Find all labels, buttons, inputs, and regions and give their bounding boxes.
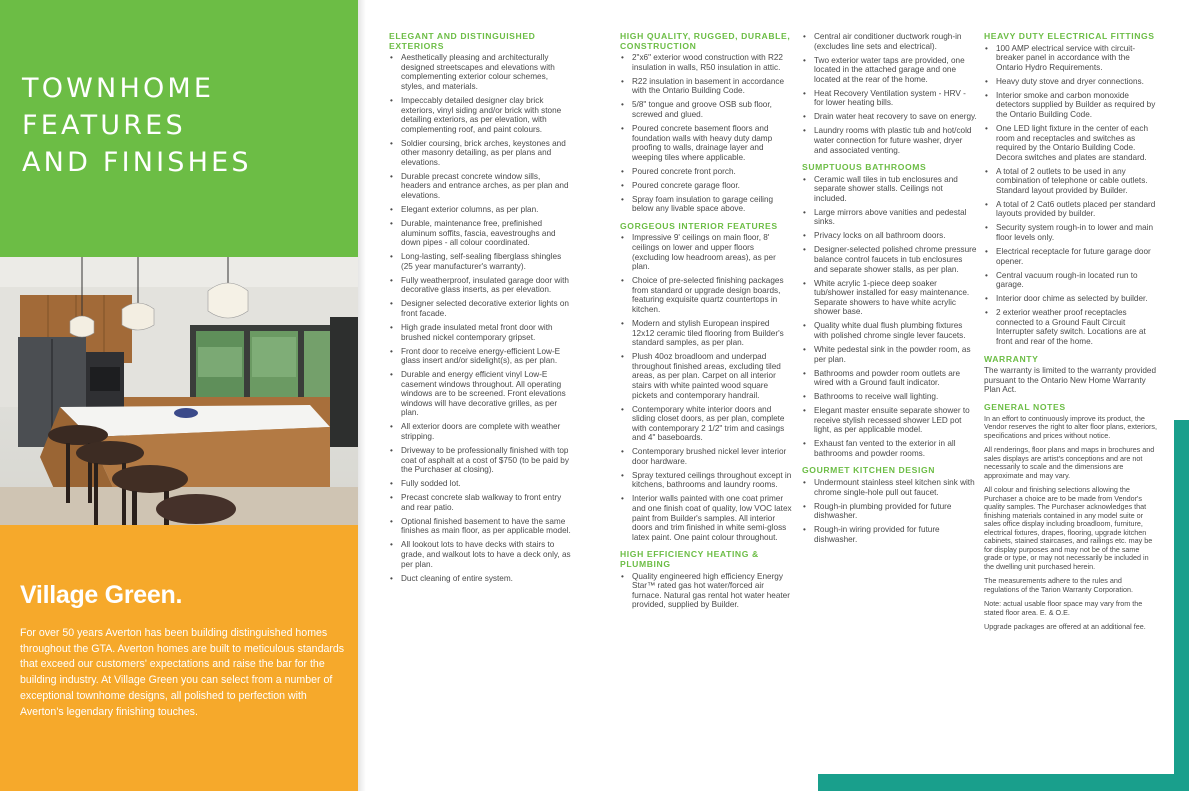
feature-item: • Security system rough-in to lower and main floor levels only. xyxy=(984,223,1157,242)
community-name: Village Green. xyxy=(20,581,183,609)
feature-section xyxy=(620,222,792,543)
feature-item: • A total of 2 outlets to be used in any combination of telephone or cable outlets. Standard layout provided by Builder. xyxy=(984,167,1157,196)
feature-item: • All lookout lots to have decks with stairs to grade, and walkout lots to have a deck only, as per plan. xyxy=(389,540,571,569)
feature-item: • Central vacuum rough-in located run to garage. xyxy=(984,271,1157,290)
feature-item: • Durable, maintenance free, prefinished aluminum soffits, fascia, eavestroughs and down pipes - all colour coordinated. xyxy=(389,219,571,248)
feature-item: • Privacy locks on all bathroom doors. xyxy=(802,231,977,241)
feature-item: • White pedestal sink in the powder room, as per plan. xyxy=(802,345,977,364)
note-paragraph: Upgrade packages are offered at an additional fee. xyxy=(984,622,1146,631)
feature-item: • 2"x6" exterior wood construction with R22 insulation in walls, R50 insulation in attic. xyxy=(620,53,792,72)
feature-item: • Precast concrete slab walkway to front entry and rear patio. xyxy=(389,493,571,512)
feature-item: • R22 insulation in basement in accordance with the Ontario Building Code. xyxy=(620,77,792,96)
feature-item: • 5/8" tongue and groove OSB sub floor, screwed and glued. xyxy=(620,100,792,119)
feature-item: • Exhaust fan vented to the exterior in all bathrooms and powder rooms. xyxy=(802,439,977,458)
section-heading: ELEGANT AND DISTINGUISHED EXTERIORS xyxy=(389,31,536,51)
feature-section xyxy=(802,32,977,155)
feature-item: • Quality white dual flush plumbing fixtures with polished chrome single lever faucets. xyxy=(802,321,977,340)
note-paragraph: Note: actual usable floor space may vary from the stated floor area. E. & O.E. xyxy=(984,599,1143,617)
teal-accent-bar xyxy=(1174,420,1189,791)
fold-shadow xyxy=(358,0,366,791)
feature-item: • Heat Recovery Ventilation system - HRV - for lower heating bills. xyxy=(802,89,977,108)
section-heading: HEAVY DUTY ELECTRICAL FITTINGS xyxy=(984,31,1155,41)
feature-list xyxy=(620,572,792,610)
feature-item: • Driveway to be professionally finished with top coat of asphalt at a cost of $750 (to be paid by the Purchaser at closing). xyxy=(389,446,571,475)
feature-item: • Soldier coursing, brick arches, keystones and other masonry detailing, as per plans and elevations. xyxy=(389,139,571,168)
section-heading: HIGH QUALITY, RUGGED, DURABLE, CONSTRUCTION xyxy=(620,31,791,51)
feature-item: • Impeccably detailed designer clay brick exteriors, vinyl siding and/or brick with stone detailing exteriors, as per elevation, with complementing roof, and paint colours. xyxy=(389,96,571,134)
feature-item: • Quality engineered high efficiency Energy Star™ rated gas hot water/forced air furnace. Natural gas rental hot water heater provided, supplied by Builder. xyxy=(620,572,792,610)
intro-block xyxy=(0,525,358,791)
feature-item: • Contemporary brushed nickel lever interior door hardware. xyxy=(620,447,792,466)
feature-item: • Ceramic wall tiles in tub enclosures and separate shower stalls. Ceilings not included. xyxy=(802,175,977,204)
feature-item: • Large mirrors above vanities and pedestal sinks. xyxy=(802,208,977,227)
feature-item: • 100 AMP electrical service with circuit-breaker panel in accordance with the Ontario Hydro Requirements. xyxy=(984,44,1157,73)
title-block xyxy=(0,0,358,257)
feature-item: • Fully weatherproof, insulated garage door with decorative glass inserts, as per elevation. xyxy=(389,276,571,295)
feature-item: • Elegant master ensuite separate shower to receive stylish recessed shower LED pot light, as per applicable model. xyxy=(802,406,977,435)
teal-accent-bar xyxy=(818,774,1189,791)
note-paragraph: The measurements adhere to the rules and regulations of the Tarion Warranty Corporation. xyxy=(984,576,1134,594)
feature-item: • Elegant exterior columns, as per plan. xyxy=(389,205,571,215)
feature-item: • Optional finished basement to have the same finishes as main floor, as per applicable model. xyxy=(389,517,571,536)
note-paragraph: All renderings, floor plans and maps in brochures and sales displays are artist's conceptions and are not necessarily to scale and the dimensions are approximate and may vary. xyxy=(984,445,1155,480)
feature-item: • Laundry rooms with plastic tub and hot/cold water connection for future washer, dryer and associated venting. xyxy=(802,126,977,155)
feature-item: • Interior door chime as selected by builder. xyxy=(984,294,1157,304)
extras xyxy=(984,355,1157,632)
feature-item: • All exterior doors are complete with weather stripping. xyxy=(389,422,571,441)
general-notes-heading: GENERAL NOTES xyxy=(984,401,1066,412)
intro-text: For over 50 years Averton has been building distinguished homes throughout the GTA. Averton homes are built to meticulous standards that exceed our customers' expectations and raise the bar for the building industry. At Village Green you can select from a number of exceptional townhome designs, all polished to perfection with Averton's legendary finishing touches. xyxy=(20,627,345,718)
note-paragraph: All colour and finishing selections allowing the Purchaser a choice are to be made from Vendor's quality samples. The Purchaser acknowledges that finishing materials contained in any model suite or sales office display including broadloom, furniture, electrical fixtures, drapes, flooring, upgrade kitchen cabinets, stained staircases, and railings etc. may be for display purposes and may not be of the same grade or type, or may not necessarily be included in the dwelling unit purchased herein. xyxy=(984,485,1153,571)
left-panel xyxy=(0,0,358,791)
section-heading: HIGH EFFICIENCY HEATING & PLUMBING xyxy=(620,549,759,569)
feature-item: • Long-lasting, self-sealing fiberglass shingles (25 year manufacturer's warranty). xyxy=(389,252,571,271)
feature-item: • Two exterior water taps are provided, one located in the attached garage and one located at the rear of the home. xyxy=(802,56,977,85)
feature-item: • Drain water heat recovery to save on energy. xyxy=(802,112,977,122)
note-paragraph: In an effort to continuously improve its product, the Vendor reserves the right to alter floor plans, exteriors, specifications and prices without notice. xyxy=(984,413,1157,440)
feature-item: • Durable and energy efficient vinyl Low-E casement windows throughout. All operating windows are to be screened. Front elevations windows will have decorative grilles, as per plan. xyxy=(389,370,571,418)
column-4 xyxy=(984,32,1157,640)
feature-item: • Fully sodded lot. xyxy=(389,479,571,489)
feature-item: • Rough-in plumbing provided for future dishwasher. xyxy=(802,502,977,521)
feature-item: • Electrical receptacle for future garage door opener. xyxy=(984,247,1157,266)
feature-item: • Bathrooms to receive wall lighting. xyxy=(802,392,977,402)
title-line: FEATURES xyxy=(22,110,186,141)
section-heading: GOURMET KITCHEN DESIGN xyxy=(802,465,936,476)
feature-section xyxy=(802,163,977,458)
feature-list xyxy=(620,233,792,542)
feature-item: • Rough-in wiring provided for future dishwasher. xyxy=(802,525,977,544)
feature-list xyxy=(802,478,977,544)
feature-item: • Interior walls painted with one coat primer and one finish coat of quality, low VOC latex paint from Builder's samples. All interior doors and trim finished in white semi-gloss latex paint. One paint colour throughout. xyxy=(620,494,792,542)
feature-section xyxy=(389,32,571,583)
feature-item: • Poured concrete basement floors and foundation walls with heavy duty damp proofing to walls, drainage layer and weeping tiles where applicable. xyxy=(620,124,792,162)
page-title xyxy=(22,70,252,181)
feature-item: • Undermount stainless steel kitchen sink with chrome single-hole pull out faucet. xyxy=(802,478,977,497)
feature-item: • Spray textured ceilings throughout except in kitchens, bathrooms and laundry rooms. xyxy=(620,471,792,490)
feature-item: • 2 exterior weather proof receptacles connected to a Ground Fault Circuit Interrupter safety switch. Locations are at front and rear of the home. xyxy=(984,308,1157,346)
feature-section xyxy=(802,466,977,544)
feature-section xyxy=(620,550,792,610)
feature-item: • Impressive 9' ceilings on main floor, 8' ceilings on lower and upper floors (excluding low headroom areas), as per plan. xyxy=(620,233,792,271)
feature-item: • Spray foam insulation to garage ceiling below any livable space above. xyxy=(620,195,792,214)
feature-item: • Durable precast concrete window sills, headers and entrance arches, as per plan and elevations. xyxy=(389,172,571,201)
feature-item: • Aesthetically pleasing and architecturally designed streetscapes and elevations with complementing exterior colour schemes, styles, and materials. xyxy=(389,53,571,91)
column-2 xyxy=(620,32,792,618)
feature-item: • Duct cleaning of entire system. xyxy=(389,574,571,584)
feature-item: • Central air conditioner ductwork rough-in (excludes line sets and electrical). xyxy=(802,32,977,51)
feature-item: • One LED light fixture in the center of each room and receptacles and switches as required by the Ontario Building Code. Decora switches and plates are standard. xyxy=(984,124,1157,162)
kitchen-illustration xyxy=(0,257,358,525)
column-3 xyxy=(802,32,977,552)
feature-section xyxy=(984,32,1157,347)
feature-item: • Poured concrete front porch. xyxy=(620,167,792,177)
feature-list xyxy=(984,44,1157,347)
feature-item: • White acrylic 1-piece deep soaker tub/shower installed for easy maintenance. Separate showers to have white acrylic shower base. xyxy=(802,279,977,317)
general-notes-section xyxy=(984,403,1157,632)
feature-item: • Designer selected decorative exterior lights on front facade. xyxy=(389,299,571,318)
section-heading: GORGEOUS INTERIOR FEATURES xyxy=(620,220,778,231)
title-line: TOWNHOME xyxy=(22,73,215,104)
feature-item: • A total of 2 Cat6 outlets placed per standard layouts provided by builder. xyxy=(984,200,1157,219)
feature-item: • Poured concrete garage floor. xyxy=(620,181,792,191)
feature-list xyxy=(389,53,571,583)
column-1 xyxy=(389,32,571,591)
warranty-section xyxy=(984,355,1157,395)
feature-list xyxy=(802,32,977,155)
feature-item: • Designer-selected polished chrome pressure balance control faucets in tub enclosures and separate shower stalls, as per plan. xyxy=(802,245,977,274)
feature-item: • Heavy duty stove and dryer connections. xyxy=(984,77,1157,87)
kitchen-photo xyxy=(0,257,358,525)
title-line: AND FINISHES xyxy=(22,147,252,178)
feature-section xyxy=(620,32,792,214)
warranty-heading: WARRANTY xyxy=(984,353,1039,364)
feature-item: • Plush 40oz broadloom and underpad throughout finished areas, excluding tiled areas, as per plan. Carpet on all interior stairs with white painted wood square pickets and contemporary handrail. xyxy=(620,352,792,400)
feature-item: • High grade insulated metal front door with brushed nickel contemporary gripset. xyxy=(389,323,571,342)
feature-item: • Interior smoke and carbon monoxide detectors supplied by Builder as required by the Ontario Building Code. xyxy=(984,91,1157,120)
feature-item: • Bathrooms and powder room outlets are wired with a Ground fault indicator. xyxy=(802,369,977,388)
warranty-text: The warranty is limited to the warranty provided pursuant to the Ontario New Home Warranty Plan Act. xyxy=(984,366,1157,395)
section-heading: SUMPTUOUS BATHROOMS xyxy=(802,162,927,173)
feature-item: • Front door to receive energy-efficient Low-E glass insert and/or sidelight(s), as per plan. xyxy=(389,347,571,366)
feature-item: • Choice of pre-selected finishing packages from standard or upgrade design boards, featuring exquisite quartz countertops in kitchen. xyxy=(620,276,792,314)
feature-list xyxy=(620,53,792,214)
feature-list xyxy=(802,175,977,459)
feature-item: • Contemporary white interior doors and sliding closet doors, as per plan, complete with contemporary 2 1/2" trim and casings and 4" baseboards. xyxy=(620,405,792,443)
feature-item: • Modern and stylish European inspired 12x12 ceramic tiled flooring from Builder's standard samples, as per plan. xyxy=(620,319,792,348)
